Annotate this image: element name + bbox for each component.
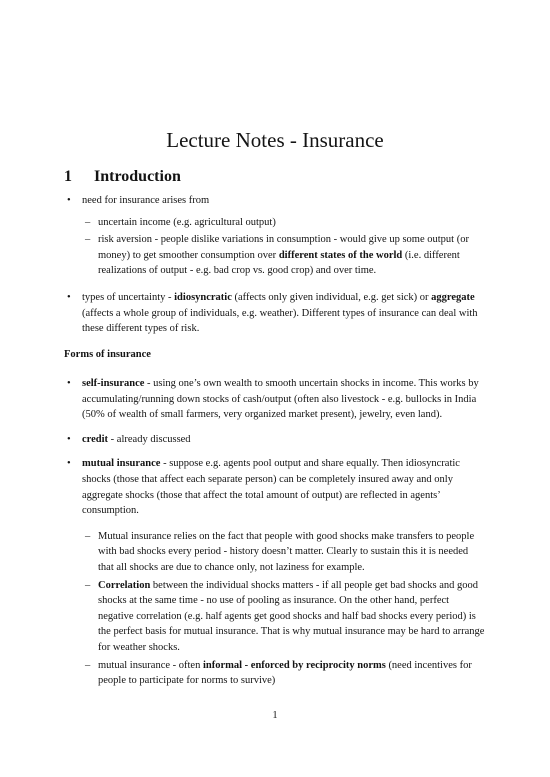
risk-bold: different states of the world <box>278 249 403 261</box>
mutual-insurance-bold: mutual insurance <box>82 458 161 470</box>
self-insurance-text: - using one’s own wealth to smooth uncertain shocks in income. This works by accumulating/running down stocks of cash/output (often also livestock - e.g. bullocks in India (50% of wealth of small farmers, very organized market present), jewelry, even land). <box>82 378 479 421</box>
dash-mark: – <box>85 530 91 542</box>
bullet-mark: • <box>67 378 71 389</box>
risk-text-b: (i.e. different realizations of output - e.g. bad crop vs. good crop) and over time. <box>98 249 460 277</box>
sub-list-item <box>64 232 486 279</box>
types-text-a: types of uncertainty - <box>82 291 175 303</box>
sub-list-item <box>64 578 486 656</box>
credit-text: - already discussed <box>108 433 191 445</box>
list-item <box>64 376 486 423</box>
informal-bold: informal - enforced by reciprocity norms <box>202 659 386 671</box>
intro-need-text: need for insurance arises from <box>82 195 210 206</box>
list-item <box>64 456 486 518</box>
credit-bold: credit <box>82 433 109 445</box>
bullet-mark: • <box>67 458 71 470</box>
bullet-mark: • <box>67 433 71 445</box>
types-text-b: (affects only given individual, e.g. get sick) or <box>231 291 432 303</box>
sub-list-item <box>64 529 486 576</box>
dash-mark: – <box>85 579 91 591</box>
informal-text-b: (need incentives for people to participate for norms to survive) <box>98 659 472 687</box>
bullet-mark: • <box>67 291 71 303</box>
correlation-bold: Correlation <box>98 579 151 591</box>
types-bold-aggregate: aggregate <box>431 291 475 303</box>
risk-text-a: risk aversion - people dislike variations in consumption - would give up some output (or money) to get smoother consumption over <box>98 234 469 261</box>
section-title: Introduction <box>94 168 181 185</box>
section-heading <box>64 167 181 187</box>
mutual-insurance-text: - suppose e.g. agents pool output and share equally. Then idiosyncratic shocks (those that affect each separate person) can be completely insured away and only aggregate shocks (those that affect the total amount of output) are reflected in agents’ consumption. <box>82 458 460 517</box>
sub-list-item <box>64 658 486 689</box>
uncertain-income-text: uncertain income (e.g. agricultural output) <box>98 216 276 228</box>
section-number: 1 <box>64 168 72 185</box>
page-title: Lecture Notes - Insurance <box>166 128 384 152</box>
dash-mark: – <box>85 216 91 228</box>
self-insurance-bold: self-insurance <box>82 378 145 389</box>
intro-list <box>64 193 486 337</box>
relies-text: Mutual insurance relies on the fact that people with good shocks make transfers to people with bad shocks every period - history doesn’t matter. Clearly to sustain this it is needed that all shocks are due to chance only, not laziness for example. <box>98 530 475 573</box>
dash-mark: – <box>85 659 91 671</box>
informal-text-a: mutual insurance - often <box>98 659 203 671</box>
types-bold-idiosyncratic: idiosyncratic <box>174 291 232 303</box>
dash-mark: – <box>85 234 91 246</box>
subsection-heading: Forms of insurance <box>64 349 151 360</box>
forms-list <box>64 376 486 689</box>
list-item <box>64 432 486 448</box>
sub-list-item <box>64 215 486 231</box>
bullet-mark: • <box>67 195 71 206</box>
list-item <box>64 290 486 337</box>
types-text-c: (affects a whole group of individuals, e.g. weather). Different types of insurance can deal with these different types of risk. <box>82 307 478 335</box>
page-number: 1 <box>272 710 278 721</box>
list-item <box>64 193 486 209</box>
correlation-text: between the individual shocks matters - if all people get bad shocks and good shocks at the same time - no use of pooling as insurance. On the other hand, perfect negative correlation (e.g. half agents get good shocks and half bad shocks every period) is the perfect basis for mutual insurance. That is why mutual insurance may be hard to arrange for weather shocks. <box>98 579 485 653</box>
